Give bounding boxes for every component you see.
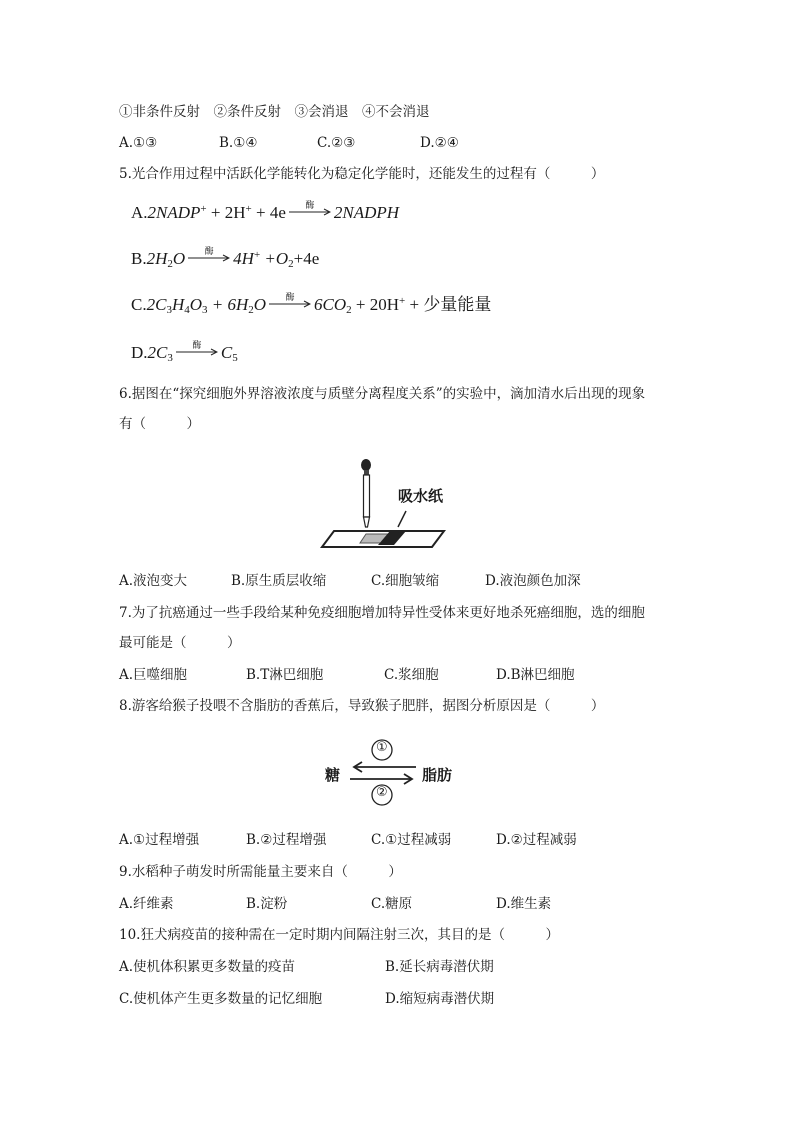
q6-option-d[interactable]: D.液泡颜色加深	[485, 573, 581, 589]
process-2-label: ②	[376, 785, 388, 800]
q7-option-b[interactable]: B.T淋巴细胞	[246, 667, 324, 683]
q5-option-a[interactable]: A.2NADP+ + 2H+ + 4e 酶 2NADPH	[131, 201, 400, 222]
reaction-arrow: 酶	[289, 204, 331, 218]
q6-stem-line-2: 有（ ）	[119, 416, 200, 432]
q10-option-a[interactable]: A.使机体积累更多数量的疫苗	[119, 959, 296, 975]
q7-option-d[interactable]: D.B淋巴细胞	[496, 667, 575, 683]
q6-stem-line-1: 6.据图在“探究细胞外界溶液浓度与质壁分离程度关系”的实验中，滴加清水后出现的现象	[119, 386, 646, 402]
q9-option-c[interactable]: C.糖原	[371, 896, 413, 912]
q6-figure-dropper-slide	[312, 455, 452, 555]
q5-stem: 5.光合作用过程中活跃化学能转化为稳定化学能时，还能发生的过程有（ ）	[119, 166, 605, 182]
q4-items: ①非条件反射 ②条件反射 ③会消退 ④不会消退	[119, 104, 430, 120]
q4-option-b[interactable]: B.①④	[219, 135, 258, 151]
q7-stem-line-1: 7.为了抗癌通过一些手段给某种免疫细胞增加特异性受体来更好地杀死癌细胞，选的细胞	[119, 605, 645, 621]
q9-option-d[interactable]: D.维生素	[496, 896, 552, 912]
process-1-label: ①	[376, 740, 388, 755]
fat-label: 脂肪	[422, 766, 453, 784]
q6-option-c[interactable]: C.细胞皱缩	[371, 573, 440, 589]
q8-stem: 8.游客给猴子投喂不含脂肪的香蕉后，导致猴子肥胖，据图分析原因是（ ）	[119, 698, 605, 714]
q9-option-b[interactable]: B.淀粉	[246, 896, 288, 912]
q7-stem-line-2: 最可能是（ ）	[119, 635, 241, 651]
q8-option-c[interactable]: C.①过程减弱	[371, 832, 452, 848]
absorbent-paper-label: 吸水纸	[398, 487, 444, 505]
reaction-arrow: 酶	[176, 344, 218, 358]
q4-option-d[interactable]: D.②④	[420, 135, 459, 151]
q8-option-a[interactable]: A.①过程增强	[119, 832, 200, 848]
q5-option-d[interactable]: $D.2C_3$ 酶 $C_5$	[131, 341, 238, 364]
q5-option-c[interactable]: $C.2C_3H_4O_3 + 6H_2O$ 酶 $6CO_2 + 20H^+$ + 少量能量	[131, 293, 492, 316]
q6-option-a[interactable]: A.液泡变大	[119, 573, 188, 589]
q10-option-c[interactable]: C.使机体产生更多数量的记忆细胞	[119, 991, 323, 1007]
q9-option-a[interactable]: A.纤维素	[119, 896, 174, 912]
q4-option-a[interactable]: A.①③	[119, 135, 158, 151]
q10-option-d[interactable]: D.缩短病毒潜伏期	[385, 991, 495, 1007]
q4-option-c[interactable]: C.②③	[317, 135, 356, 151]
q8-option-d[interactable]: D.②过程减弱	[496, 832, 577, 848]
q6-option-b[interactable]: B.原生质层收缩	[231, 573, 327, 589]
sugar-fat-conversion-diagram	[320, 735, 480, 810]
q7-option-a[interactable]: A.巨噬细胞	[119, 667, 188, 683]
q8-figure-sugar-fat	[320, 735, 480, 810]
sugar-label: 糖	[325, 766, 341, 784]
q10-option-b[interactable]: B.延长病毒潜伏期	[385, 959, 494, 975]
reaction-arrow: 酶	[269, 296, 311, 310]
q10-stem: 10.狂犬病疫苗的接种需在一定时期内间隔注射三次，其目的是（ ）	[119, 927, 559, 943]
q7-option-c[interactable]: C.浆细胞	[384, 667, 439, 683]
q8-option-b[interactable]: B.②过程增强	[246, 832, 327, 848]
q5-option-b[interactable]: $B.2H_2O$ 酶 $4H^+ +O_2+4e$	[131, 247, 320, 270]
q9-stem: 9.水稻种子萌发时所需能量主要来自（ ）	[119, 864, 402, 880]
reaction-arrow: 酶	[188, 250, 230, 264]
